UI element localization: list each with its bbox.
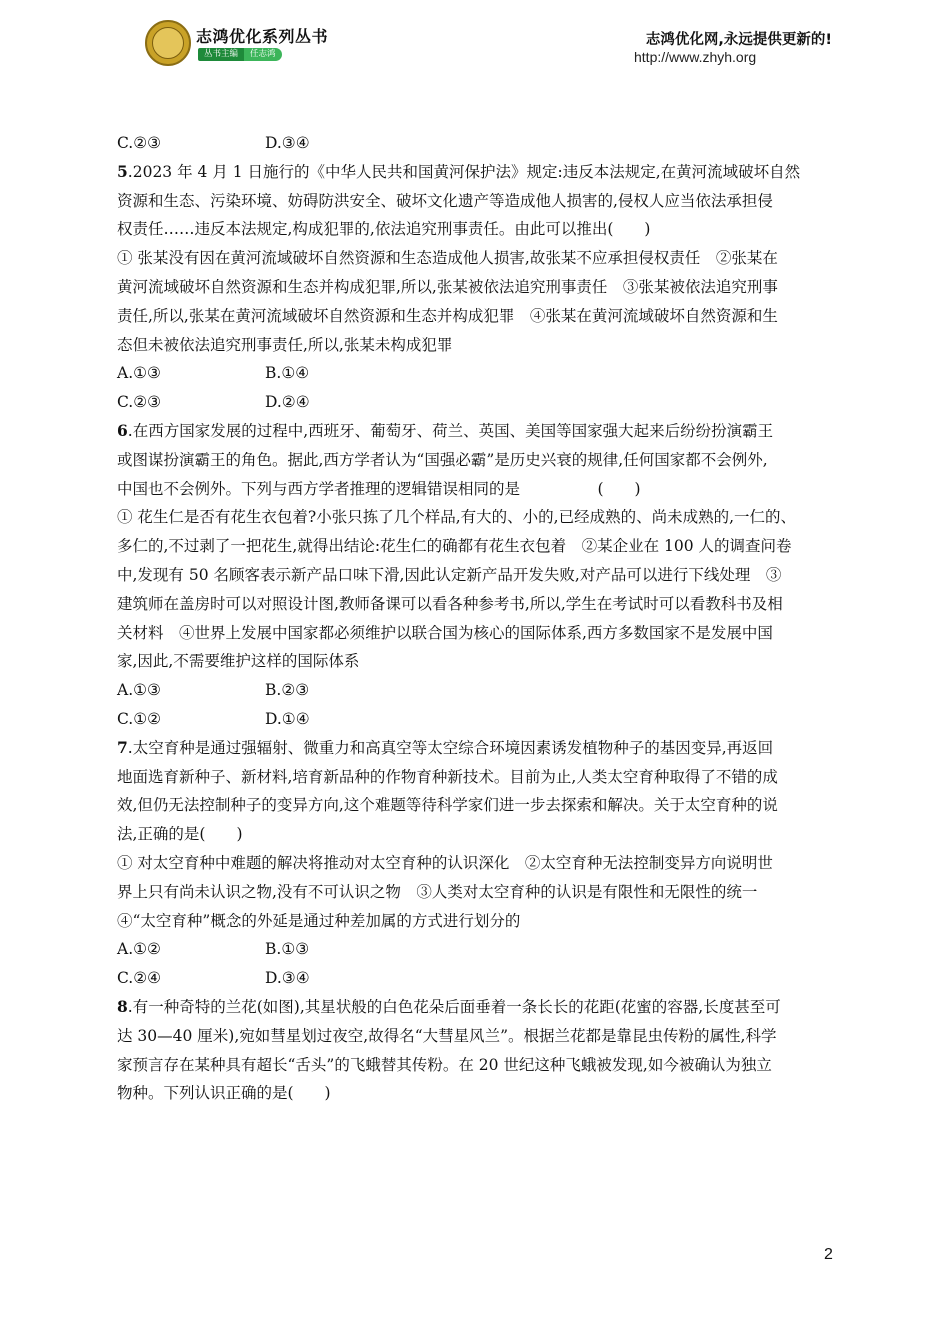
q6-stem-line: 或图谋扮演霸王的角色。据此,西方学者认为“国强必霸”是历史兴衰的规律,任何国家都不会例外, bbox=[117, 450, 768, 469]
q5-statement-line: ① 张某没有因在黄河流域破坏自然资源和生态造成他人损害,故张某不应承担侵权责任 ②张某在 bbox=[117, 249, 778, 268]
q7-option-c: C.②④ bbox=[117, 969, 162, 988]
q5-stem-line: 权责任……违反本法规定,构成犯罪的,依法追究刑事责任。由此可以推出( ) bbox=[117, 220, 651, 239]
q5-option-d: D.②④ bbox=[265, 393, 310, 412]
q7-stem-line: 法,正确的是( ) bbox=[117, 825, 243, 844]
q5-option-a: A.①③ bbox=[117, 364, 161, 383]
q5-options-row bbox=[117, 388, 837, 417]
q8-stem-line: 达 30—40 厘米),宛如彗星划过夜空,故得名“大彗星风兰”。根据兰花都是靠昆虫传粉的属性,科学 bbox=[117, 1026, 777, 1045]
q7-option-b: B.①③ bbox=[265, 940, 310, 959]
document-body bbox=[117, 129, 837, 1108]
editor-badge bbox=[198, 48, 282, 61]
q6-number: 6 bbox=[117, 420, 128, 440]
q7-statement-line: ④“太空育种”概念的外延是通过种差加属的方式进行划分的 bbox=[117, 911, 521, 930]
q6-option-a: A.①③ bbox=[117, 681, 161, 700]
q6-statement-line: 中,发现有 50 名顾客表示新产品口味下滑,因此认定新产品开发失败,对产品可以进行下线处理 ③ bbox=[117, 565, 782, 584]
q6-options-row bbox=[117, 676, 837, 705]
q5-statement-line: 责任,所以,张某在黄河流域破坏自然资源和生态并构成犯罪 ④张某在黄河流域破坏自然资源和生 bbox=[117, 306, 778, 325]
series-logo-icon bbox=[145, 20, 191, 66]
q7-statement-line: ① 对太空育种中难题的解决将推动对太空育种的认识深化 ②太空育种无法控制变异方向说明世 bbox=[117, 853, 773, 872]
q6-statement-line: 多仁的,不过剥了一把花生,就得出结论:花生仁的确都有花生衣包着 ②某企业在 100 人的调查问卷 bbox=[117, 537, 792, 556]
editor-name: 任志鸿 bbox=[244, 48, 282, 61]
q7-options-row bbox=[117, 935, 837, 964]
q6-option-c: C.①② bbox=[117, 709, 162, 728]
q6-statement-line: 家,因此,不需要维护这样的国际体系 bbox=[117, 652, 360, 671]
q7-stem-line: 地面选育新种子、新材料,培育新品种的作物育种新技术。目前为止,人类太空育种取得了不错的成 bbox=[117, 767, 778, 786]
q7-option-a: A.①② bbox=[117, 940, 161, 959]
header-slogan: 志鸿优化网,永远提供更新的! bbox=[645, 32, 832, 48]
page-header bbox=[0, 0, 950, 80]
q6-statement-line: 关材料 ④世界上发展中国家都必须维护以联合国为核心的国际体系,西方多数国家不是发展中国 bbox=[117, 623, 773, 642]
q6-statement-line: 建筑师在盖房时可以对照设计图,教师备课可以看各种参考书,所以,学生在考试时可以看教科书及相 bbox=[117, 594, 783, 613]
q5-stem-line: 5.2023 年 4 月 1 日施行的《中华人民共和国黄河保护法》规定:违反本法规定,在黄河流域破坏自然 bbox=[117, 161, 801, 181]
q6-options-row bbox=[117, 705, 837, 734]
q5-number: 5 bbox=[117, 161, 128, 181]
q5-options-row bbox=[117, 359, 837, 388]
q4-options-row bbox=[117, 129, 837, 158]
q7-stem-line: 7.太空育种是通过强辐射、微重力和高真空等太空综合环境因素诱发植物种子的基因变异,再返回 bbox=[117, 737, 774, 757]
q7-number: 7 bbox=[117, 737, 128, 757]
q8-stem-line: 家预言存在某种具有超长“舌头”的飞蛾替其传粉。在 20 世纪这种飞蛾被发现,如今被确认为独立 bbox=[117, 1055, 772, 1074]
q7-statement-line: 界上只有尚未认识之物,没有不可认识之物 ③人类对太空育种的认识是有限性和无限性的统一 bbox=[117, 882, 758, 901]
q7-options-row bbox=[117, 964, 837, 993]
q5-stem-line: 资源和生态、污染环境、妨碍防洪安全、破坏文化遗产等造成他人损害的,侵权人应当依法承担侵 bbox=[117, 191, 773, 210]
page-number: 2 bbox=[824, 1246, 833, 1263]
q5-statement-line: 黄河流域破坏自然资源和生态并构成犯罪,所以,张某被依法追究刑事责任 ③张某被依法追究刑事 bbox=[117, 277, 778, 296]
q5-option-c: C.②③ bbox=[117, 393, 162, 412]
q6-stem-line: 中国也不会例外。下列与西方学者推理的逻辑错误相同的是 ( ) bbox=[117, 479, 641, 498]
q8-number: 8 bbox=[117, 996, 128, 1016]
q6-option-d: D.①④ bbox=[265, 709, 310, 728]
q7-option-d: D.③④ bbox=[265, 969, 310, 988]
q6-statement-line: ① 花生仁是否有花生衣包着?小张只拣了几个样品,有大的、小的,已经成熟的、尚未成熟的,一仁的、 bbox=[117, 508, 797, 527]
q5-statement-line: 态但未被依法追究刑事责任,所以,张某未构成犯罪 bbox=[117, 335, 453, 354]
site-url-link[interactable]: http://www.zhyh.org bbox=[634, 49, 757, 65]
editor-label: 丛书主编 bbox=[198, 48, 244, 61]
q4-option-c: C.②③ bbox=[117, 134, 162, 152]
q6-option-b: B.②③ bbox=[265, 681, 310, 700]
q7-stem-line: 效,但仍无法控制种子的变异方向,这个难题等待科学家们进一步去探索和解决。关于太空育种的说 bbox=[117, 796, 778, 815]
series-title: 志鸿优化系列丛书 bbox=[196, 27, 329, 46]
q6-stem-line: 6.在西方国家发展的过程中,西班牙、葡萄牙、荷兰、英国、美国等国家强大起来后纷纷扮演霸王 bbox=[117, 420, 774, 440]
q5-option-b: B.①④ bbox=[265, 364, 310, 383]
q8-stem-line: 物种。下列认识正确的是( ) bbox=[117, 1084, 331, 1103]
q8-stem-line: 8.有一种奇特的兰花(如图),其星状般的白色花朵后面垂着一条长长的花距(花蜜的容器,长度甚至可 bbox=[117, 996, 781, 1016]
q4-option-d: D.③④ bbox=[265, 134, 310, 152]
